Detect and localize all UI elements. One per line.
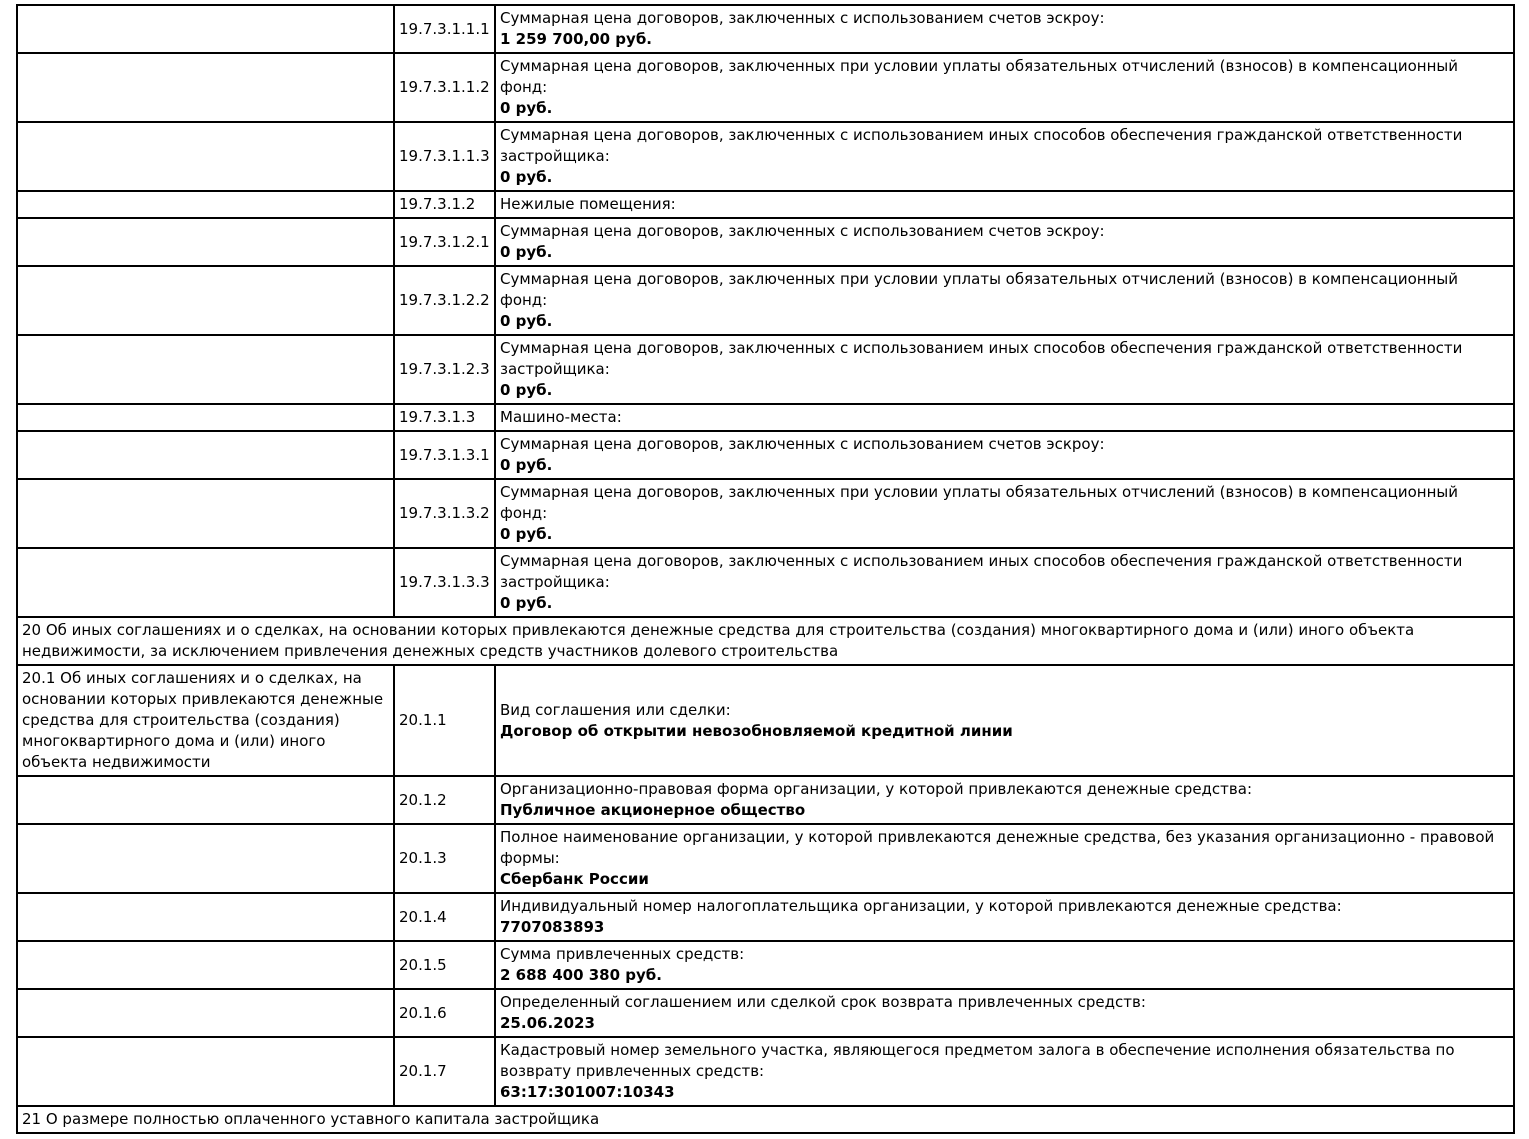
field-cell	[495, 776, 1514, 824]
table-row	[17, 266, 1514, 335]
field-value: 0 руб.	[500, 99, 553, 117]
group-description-cell	[17, 893, 394, 941]
table-row	[17, 53, 1514, 122]
field-label: Определенный соглашением или сделкой срок возврата привлеченных средств:	[500, 993, 1146, 1011]
group-description-cell	[17, 548, 394, 617]
field-cell	[495, 1037, 1514, 1106]
row-number: 19.7.3.1.3.2	[394, 479, 495, 548]
field-label: Вид соглашения или сделки:	[500, 700, 731, 719]
table-row	[17, 989, 1514, 1037]
section-header-row	[17, 617, 1514, 665]
group-description-cell	[17, 941, 394, 989]
group-description-cell	[17, 989, 394, 1037]
row-number: 19.7.3.1.3.1	[394, 431, 495, 479]
field-value: 1 259 700,00 руб.	[500, 30, 652, 48]
field-value: 7707083893	[500, 918, 605, 936]
field-value: 0 руб.	[500, 525, 553, 543]
field-cell	[495, 479, 1514, 548]
field-value: 0 руб.	[500, 312, 553, 330]
field-cell	[495, 122, 1514, 191]
field-value: Сбербанк России	[500, 870, 649, 888]
table-row	[17, 122, 1514, 191]
table-row	[17, 941, 1514, 989]
field-cell	[495, 5, 1514, 53]
field-label: Суммарная цена договоров, заключенных при условии уплаты обязательных отчислений (взносов) в компенсационный фонд:	[500, 57, 1458, 96]
field-value: Договор об открытии невозобновляемой кредитной линии	[500, 721, 1013, 740]
table-row	[17, 893, 1514, 941]
row-number: 20.1.6	[394, 989, 495, 1037]
row-number: 19.7.3.1.3	[394, 404, 495, 431]
table-row	[17, 404, 1514, 431]
field-value: Публичное акционерное общество	[500, 801, 806, 819]
row-number: 19.7.3.1.3.3	[394, 548, 495, 617]
field-cell	[495, 941, 1514, 989]
group-description-cell	[17, 191, 394, 218]
declaration-table	[16, 4, 1515, 1134]
field-label: Суммарная цена договоров, заключенных с использованием счетов эскроу:	[500, 9, 1105, 27]
group-description-cell	[17, 824, 394, 893]
field-cell	[495, 404, 1514, 431]
field-cell	[495, 266, 1514, 335]
field-cell	[495, 335, 1514, 404]
group-description-cell	[17, 5, 394, 53]
field-value: 0 руб.	[500, 168, 553, 186]
field-label: Индивидуальный номер налогоплательщика организации, у которой привлекаются денежные средства:	[500, 897, 1342, 915]
field-cell	[495, 989, 1514, 1037]
table-row	[17, 191, 1514, 218]
row-number: 19.7.3.1.2.1	[394, 218, 495, 266]
field-label: Суммарная цена договоров, заключенных с использованием иных способов обеспечения гражданской ответственности застройщика:	[500, 552, 1463, 591]
group-description-cell	[17, 776, 394, 824]
field-cell	[495, 218, 1514, 266]
field-value: 0 руб.	[500, 594, 553, 612]
section-header-text: 20 Об иных соглашениях и о сделках, на основании которых привлекаются денежные средства для строительства (создания) многоквартирного дома и (или) иного объекта недвижимости, за исключением привлечения денежных средств участников долевого строительства	[17, 617, 1514, 665]
field-label: Кадастровый номер земельного участка, являющегося предметом залога в обеспечение исполнения обязательства по возврату привлеченных средств:	[500, 1041, 1455, 1080]
row-number: 20.1.5	[394, 941, 495, 989]
field-cell	[495, 431, 1514, 479]
table-row	[17, 1037, 1514, 1106]
row-number: 19.7.3.1.1.3	[394, 122, 495, 191]
row-number: 20.1.4	[394, 893, 495, 941]
field-label: Суммарная цена договоров, заключенных с использованием счетов эскроу:	[500, 222, 1105, 240]
field-value: 25.06.2023	[500, 1014, 595, 1032]
row-number: 20.1.1	[394, 665, 495, 776]
field-cell	[495, 824, 1514, 893]
field-cell	[495, 191, 1514, 218]
declaration-table-body	[17, 5, 1514, 1133]
row-number: 19.7.3.1.2.2	[394, 266, 495, 335]
section-header-text: 21 О размере полностью оплаченного уставного капитала застройщика	[17, 1106, 1514, 1133]
group-description-cell	[17, 335, 394, 404]
group-description-cell	[17, 431, 394, 479]
group-description-cell	[17, 218, 394, 266]
row-number: 19.7.3.1.2	[394, 191, 495, 218]
table-row	[17, 431, 1514, 479]
section-header-row	[17, 1106, 1514, 1133]
table-row	[17, 665, 1514, 776]
row-number: 20.1.3	[394, 824, 495, 893]
group-description-cell	[17, 53, 394, 122]
row-number: 19.7.3.1.1.1	[394, 5, 495, 53]
group-description-cell: 20.1 Об иных соглашениях и о сделках, на основании которых привлекаются денежные средства для строительства (создания) многоквартирного дома и (или) иного объекта недвижимости	[17, 665, 394, 776]
table-row	[17, 776, 1514, 824]
row-number: 20.1.2	[394, 776, 495, 824]
table-row	[17, 479, 1514, 548]
table-row	[17, 335, 1514, 404]
row-number: 19.7.3.1.2.3	[394, 335, 495, 404]
field-label: Суммарная цена договоров, заключенных с использованием иных способов обеспечения гражданской ответственности застройщика:	[500, 339, 1463, 378]
field-value: 2 688 400 380 руб.	[500, 966, 662, 984]
field-label: Суммарная цена договоров, заключенных с использованием счетов эскроу:	[500, 435, 1105, 453]
group-description-cell	[17, 122, 394, 191]
field-value: 0 руб.	[500, 456, 553, 474]
table-row	[17, 218, 1514, 266]
field-label: Организационно-правовая форма организации, у которой привлекаются денежные средства:	[500, 780, 1252, 798]
field-value: 0 руб.	[500, 381, 553, 399]
field-label: Суммарная цена договоров, заключенных при условии уплаты обязательных отчислений (взносов) в компенсационный фонд:	[500, 270, 1458, 309]
table-row	[17, 548, 1514, 617]
field-cell	[495, 548, 1514, 617]
field-label: Полное наименование организации, у которой привлекаются денежные средства, без указания организационно - правовой формы:	[500, 828, 1495, 867]
group-description-cell	[17, 404, 394, 431]
field-label: Суммарная цена договоров, заключенных с использованием иных способов обеспечения гражданской ответственности застройщика:	[500, 126, 1463, 165]
field-value: 63:17:301007:10343	[500, 1083, 675, 1101]
field-label: Машино-места:	[500, 408, 622, 426]
field-label: Суммарная цена договоров, заключенных при условии уплаты обязательных отчислений (взносов) в компенсационный фонд:	[500, 483, 1458, 522]
row-number: 20.1.7	[394, 1037, 495, 1106]
field-value: 0 руб.	[500, 243, 553, 261]
group-description-cell	[17, 1037, 394, 1106]
field-label: Нежилые помещения:	[500, 195, 676, 213]
table-row	[17, 824, 1514, 893]
table-row	[17, 5, 1514, 53]
field-label: Сумма привлеченных средств:	[500, 945, 745, 963]
field-cell	[495, 665, 1514, 776]
group-description-cell	[17, 266, 394, 335]
row-number: 19.7.3.1.1.2	[394, 53, 495, 122]
field-cell	[495, 893, 1514, 941]
field-cell	[495, 53, 1514, 122]
group-description-cell	[17, 479, 394, 548]
